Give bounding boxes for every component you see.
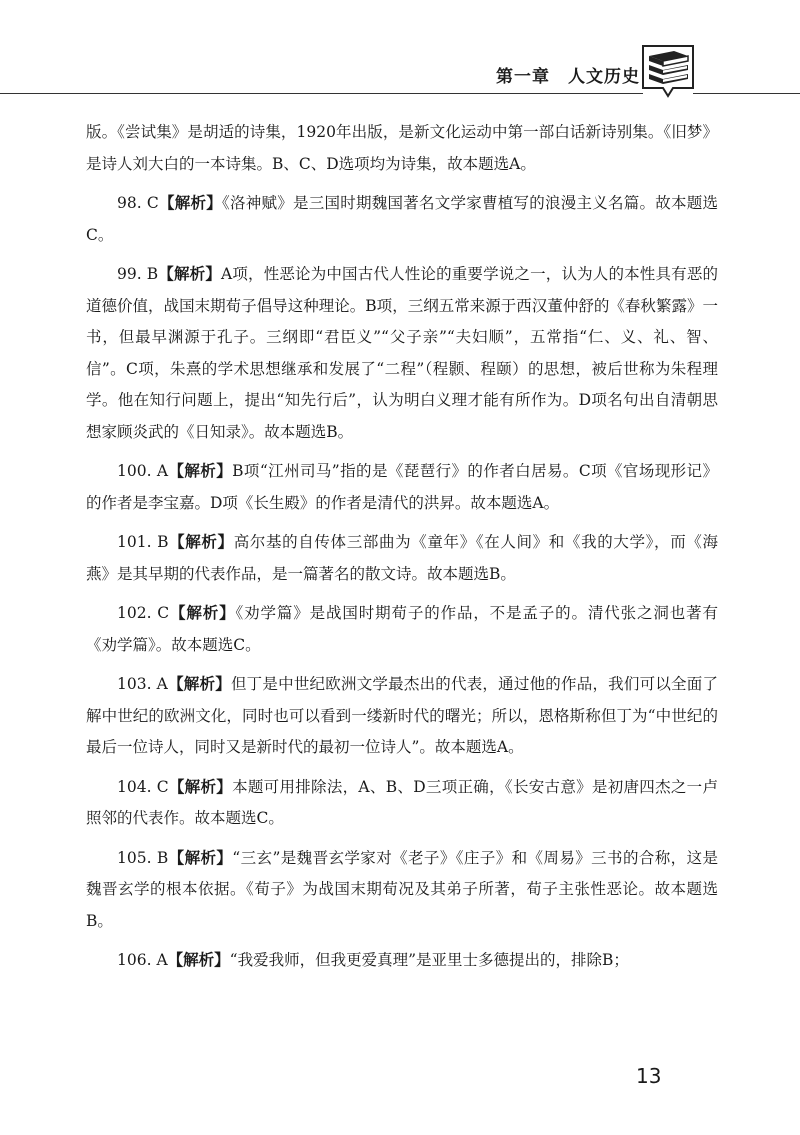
paragraph-text: 《劝学篇》是战国时期荀子的作品，不是孟子的。清代张之洞也著有《劝学篇》。故本题选C。	[86, 604, 718, 654]
analysis-tag: 【解析】	[167, 675, 231, 693]
analysis-tag: 【解析】	[168, 848, 233, 867]
paragraph-text: 但丁是中世纪欧洲文学最杰出的代表，通过他的作品，我们可以全面了解中世纪的欧洲文化，同时也可以看到一缕新时代的曙光；所以，恩格斯称但丁为“中世纪的最后一位诗人，同时又是新时代的最初一位诗人”。故本题选A。	[86, 675, 718, 756]
page-number: 13	[636, 1064, 662, 1088]
header-rule-right	[693, 93, 800, 94]
chapter-heading	[496, 62, 640, 87]
answer-106	[86, 945, 718, 977]
answer-number: 102. C	[117, 604, 170, 622]
paragraph-text: 版。《尝试集》是胡适的诗集，1920年出版，是新文化运动中第一部白话新诗别集。《旧梦》是诗人刘大白的一本诗集。B、C、D选项均为诗集，故本题选A。	[86, 123, 718, 173]
answer-number: 100. A	[117, 462, 169, 480]
answer-number: 104. C	[117, 777, 169, 796]
answer-101	[86, 527, 718, 590]
answer-number: 106. A	[117, 951, 168, 969]
answer-98	[86, 188, 718, 251]
book-stack-icon	[640, 42, 696, 104]
analysis-tag: 【解析】	[168, 533, 234, 551]
answer-99	[86, 259, 718, 448]
answer-105	[86, 843, 718, 938]
answer-100	[86, 456, 718, 519]
answer-104	[86, 772, 718, 835]
analysis-tag: 【解析】	[158, 194, 222, 212]
chapter-title: 人文历史	[568, 67, 640, 87]
paragraph-text: “我爱我师，但我更爱真理”是亚里士多德提出的，排除B；	[229, 951, 629, 969]
paragraph-text: B项“江州司马”指的是《琵琶行》的作者白居易。C项《官场现形记》的作者是李宝嘉。D项《长生殿》的作者是清代的洪昇。故本题选A。	[86, 462, 718, 512]
paragraph-text: “三玄”是魏晋玄学家对《老子》《庄子》和《周易》三书的合称，这是魏晋玄学的根本依据。《荀子》为战国末期荀况及其弟子所著，荀子主张性恶论。故本题选B。	[86, 848, 718, 930]
analysis-tag: 【解析】	[168, 777, 233, 796]
answer-number: 103. A	[117, 675, 168, 693]
answer-103	[86, 669, 718, 764]
analysis-tag: 【解析】	[169, 604, 236, 622]
answer-number: 105. B	[117, 848, 169, 867]
paragraph-continuation	[86, 117, 718, 180]
paragraph-text: 高尔基的自传体三部曲为《童年》《在人间》和《我的大学》，而《海燕》是其早期的代表作品，是一篇著名的散文诗。故本题选B。	[86, 533, 718, 583]
page-header	[0, 0, 800, 100]
paragraph-text: 本题可用排除法，A、B、D三项正确，《长安古意》是初唐四杰之一卢照邻的代表作。故本题选C。	[86, 777, 718, 827]
answer-number: 101. B	[117, 533, 169, 551]
paragraph-text: A项，性恶论为中国古代人性论的重要学说之一，认为人的本性具有恶的道德价值，战国末期荀子倡导这种理论。B项，三纲五常来源于西汉董仲舒的《春秋繁露》一书，但最早渊源于孔子。三纲即“君臣义”“父子亲”“夫妇顺”，五常指“仁、义、礼、智、信”。C项，朱熹的学术思想继承和发展了“二程”（程颢、程颐）的思想，被后世称为朱程理学。他在知行问题上，提出“知先行后”，认为明白义理才能有所作为。D项名句出自清朝思想家顾炎武的《日知录》。故本题选B。	[86, 265, 718, 441]
answer-explanations	[86, 117, 718, 985]
analysis-tag: 【解析】	[158, 265, 221, 283]
chapter-number: 第一章	[496, 67, 550, 87]
analysis-tag: 【解析】	[167, 951, 230, 969]
answer-102	[86, 598, 718, 661]
answer-number: 99. B	[117, 265, 159, 283]
header-rule-left	[0, 93, 643, 94]
answer-number: 98. C	[117, 194, 159, 212]
paragraph-text: 《洛神赋》是三国时期魏国著名文学家曹植写的浪漫主义名篇。故本题选C。	[86, 194, 718, 244]
analysis-tag: 【解析】	[168, 462, 233, 480]
